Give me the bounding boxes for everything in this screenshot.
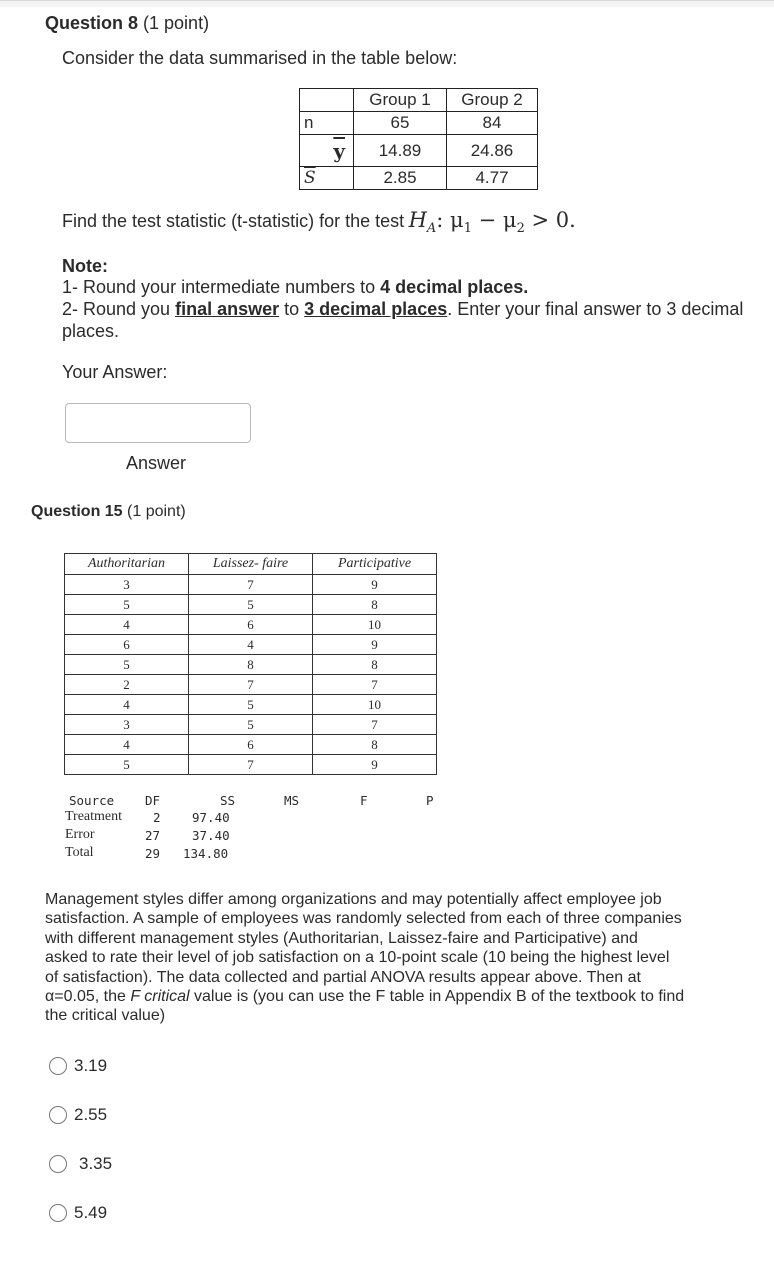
hypothesis-h: H bbox=[408, 208, 427, 232]
table-row bbox=[65, 575, 437, 595]
table-row bbox=[65, 655, 437, 675]
note2-emphasis-final-answer: final answer bbox=[175, 299, 280, 319]
table-cell: 4 bbox=[65, 735, 189, 755]
summary-table bbox=[299, 88, 538, 190]
table-cell: 8 bbox=[313, 655, 437, 675]
anova-header-ms: MS bbox=[284, 793, 300, 808]
table-cell: 9 bbox=[313, 755, 437, 775]
radio-button[interactable] bbox=[49, 1155, 67, 1173]
question-8-title bbox=[45, 13, 209, 34]
note2-mid: to bbox=[279, 299, 305, 319]
radio-button[interactable] bbox=[49, 1204, 67, 1222]
table-cell: 10 bbox=[313, 695, 437, 715]
anova-df-error: 27 bbox=[145, 828, 161, 843]
table-cell: 10 bbox=[313, 615, 437, 635]
note1-text: 1- Round your intermediate numbers to bbox=[62, 277, 381, 297]
hypothesis-formula bbox=[408, 208, 576, 237]
hypothesis-colon-mu: : μ bbox=[436, 208, 464, 232]
table-cell: 9 bbox=[313, 635, 437, 655]
mu2-subscript: 2 bbox=[516, 221, 525, 237]
table-header-row bbox=[65, 554, 437, 575]
anova-source-treatment: Treatment bbox=[65, 809, 123, 824]
anova-header-f: F bbox=[360, 793, 368, 808]
header-authoritarian: Authoritarian bbox=[65, 554, 189, 575]
table-row bbox=[65, 755, 437, 775]
option-label: 5.49 bbox=[74, 1203, 108, 1222]
table-row bbox=[65, 715, 437, 735]
anova-source-total: Total bbox=[65, 845, 94, 860]
anova-header-df: DF bbox=[145, 793, 161, 808]
table-cell: 7 bbox=[313, 715, 437, 735]
anova-ss-error: 37.40 bbox=[192, 828, 230, 843]
table-cell: 5 bbox=[189, 595, 313, 615]
header-laissez-faire: Laissez- faire bbox=[189, 554, 313, 575]
option-label: 2.55 bbox=[74, 1105, 108, 1124]
cell-y-group-2: 24.86 bbox=[447, 135, 538, 167]
table-header-row bbox=[300, 89, 538, 112]
question-number: Question 8 bbox=[45, 13, 139, 33]
anova-ss-treatment: 97.40 bbox=[192, 810, 230, 825]
table-cell: 3 bbox=[65, 715, 189, 735]
question-15-text-b: value is (you can use the F table in Appendix B of the textbook to find the critical value) bbox=[45, 988, 685, 1025]
cell-y-group-1: 14.89 bbox=[354, 135, 447, 167]
question-15-text-a: Management styles differ among organizations and may potentially affect employee job satisfaction. A sample of employees was randomly selected from each of three companies with different management styles (Authoritarian, Laissez-faire and Participative) and asked to rate their level of job satisfaction on a 10-point scale (10 being the highest level of satisfaction). The data collected and partial ANOVA results appear above. Then at α=0.05, the bbox=[45, 891, 682, 1006]
table-corner-cell bbox=[300, 89, 354, 112]
hypothesis-minus-mu: − μ bbox=[471, 208, 517, 232]
radio-button[interactable] bbox=[49, 1106, 67, 1124]
anova-ss-total: 134.80 bbox=[183, 846, 229, 861]
note2-emphasis-decimal-places: 3 decimal places bbox=[304, 299, 448, 319]
anova-header-p: P bbox=[426, 793, 434, 808]
anova-header-source: Source bbox=[69, 793, 115, 808]
table-row bbox=[65, 615, 437, 635]
management-styles-table bbox=[64, 553, 437, 775]
anova-df-total: 29 bbox=[145, 846, 161, 861]
note-line-2 bbox=[62, 299, 743, 320]
note2-suffix: . Enter your final answer to 3 decimal bbox=[447, 299, 744, 319]
table-row-s bbox=[300, 167, 538, 190]
table-cell: 5 bbox=[189, 715, 313, 735]
table-cell: 7 bbox=[189, 675, 313, 695]
table-row-y-bar bbox=[300, 135, 538, 167]
hypothesis-sub-a: A bbox=[426, 221, 437, 237]
cell-s-group-1: 2.85 bbox=[354, 167, 447, 190]
table-cell: 6 bbox=[65, 635, 189, 655]
question-points: (1 point) bbox=[143, 13, 210, 33]
mu1-subscript: 1 bbox=[463, 221, 472, 237]
table-row-n bbox=[300, 112, 538, 135]
cell-s-group-2: 4.77 bbox=[447, 167, 538, 190]
answer-field-caption: Answer bbox=[126, 453, 187, 473]
table-row bbox=[65, 635, 437, 655]
cell-n-group-1: 65 bbox=[354, 112, 447, 135]
find-text: Find the test statistic (t-statistic) for the test bbox=[62, 211, 405, 231]
header-participative: Participative bbox=[313, 554, 437, 575]
find-statement bbox=[62, 208, 576, 236]
table-cell: 7 bbox=[189, 755, 313, 775]
table-cell: 9 bbox=[313, 575, 437, 595]
top-border bbox=[0, 0, 774, 7]
cell-n-group-2: 84 bbox=[447, 112, 538, 135]
table-cell: 2 bbox=[65, 675, 189, 695]
answer-input[interactable] bbox=[65, 403, 251, 443]
question-points: (1 point) bbox=[127, 503, 186, 520]
anova-source-error: Error bbox=[65, 827, 95, 842]
table-cell: 6 bbox=[189, 615, 313, 635]
note1-bold: 4 decimal places. bbox=[380, 277, 529, 297]
anova-df-treatment: 2 bbox=[153, 810, 161, 825]
option-label: 3.35 bbox=[79, 1154, 113, 1173]
radio-button[interactable] bbox=[49, 1057, 67, 1075]
header-group-1: Group 1 bbox=[354, 89, 447, 112]
table-cell: 3 bbox=[65, 575, 189, 595]
option-label: 3.19 bbox=[74, 1056, 108, 1075]
question-15-text bbox=[45, 890, 685, 1026]
table-row bbox=[65, 735, 437, 755]
table-cell: 4 bbox=[65, 615, 189, 635]
table-cell: 8 bbox=[313, 735, 437, 755]
table-cell: 5 bbox=[65, 595, 189, 615]
table-cell: 6 bbox=[189, 735, 313, 755]
header-group-2: Group 2 bbox=[447, 89, 538, 112]
row-label-s: $\overline{S}$ bbox=[300, 167, 354, 190]
table-cell: 5 bbox=[65, 755, 189, 775]
table-cell: 4 bbox=[189, 635, 313, 655]
question-intro: Consider the data summarised in the table below: bbox=[62, 48, 458, 68]
table-cell: 5 bbox=[189, 695, 313, 715]
question-number: Question 15 bbox=[31, 503, 123, 520]
question-15-title bbox=[31, 503, 186, 521]
table-row bbox=[65, 595, 437, 615]
table-cell: 8 bbox=[189, 655, 313, 675]
note-title: Note: bbox=[62, 256, 108, 276]
your-answer-label: Your Answer: bbox=[62, 362, 168, 382]
table-row bbox=[65, 695, 437, 715]
table-cell: 8 bbox=[313, 595, 437, 615]
table-cell: 4 bbox=[65, 695, 189, 715]
anova-header-ss: SS bbox=[220, 793, 236, 808]
hypothesis-end: > 0. bbox=[524, 208, 576, 232]
table-cell: 7 bbox=[189, 575, 313, 595]
table-cell: 5 bbox=[65, 655, 189, 675]
table-cell: 7 bbox=[313, 675, 437, 695]
row-label-y-bar: $\overline{y}$ bbox=[300, 135, 354, 167]
row-label-n: n bbox=[300, 112, 354, 135]
note-line-2-continued: places. bbox=[62, 321, 120, 341]
note-line-1 bbox=[62, 277, 528, 298]
note2-text: 2- Round you bbox=[62, 299, 176, 319]
question-15-text-italic: F critical bbox=[130, 988, 190, 1006]
table-row bbox=[65, 675, 437, 695]
